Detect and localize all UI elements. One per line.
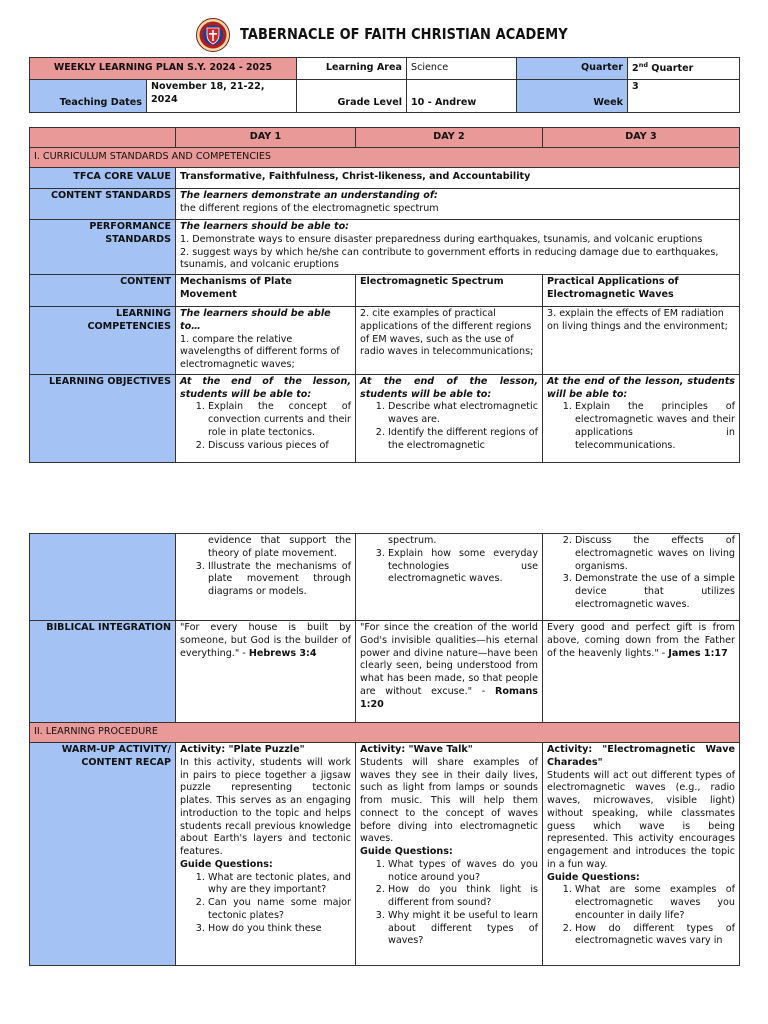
guide-question: 1. What are some examples of electromagnetic waves you encounter in daily life? — [575, 884, 735, 922]
guide-question: 1. What are tectonic plates, and why are they important? — [208, 872, 351, 898]
objective-item: 1. Explain the principles of electromagnetic waves and their applications in telecommunications. — [575, 401, 735, 452]
core-value-label: TFCA CORE VALUE — [30, 168, 176, 189]
objectives-label: LEARNING OBJECTIVES — [30, 374, 176, 462]
objective-item: 1. Explain the concept of convection currents and their role in plate tectonics. — [208, 401, 351, 439]
content-standards-lead: The learners demonstrate an understanding of: — [180, 190, 438, 201]
objective-item: 2. Discuss various pieces of — [208, 440, 351, 453]
biblical-day3: Every good and perfect gift is from above, coming down from the Father of the heavenly lights." - James 1:17 — [543, 621, 740, 723]
week-label: Week — [517, 80, 628, 113]
objectives-day3: At the end of the lesson, students will be able to: 1. Explain the principles of electromagnetic waves and their applications in telecommunications. — [543, 374, 740, 462]
competencies-day3: 3. explain the effects of EM radiation on living things and the environment; — [543, 307, 740, 375]
day1-header: DAY 1 — [176, 128, 356, 148]
competencies-label: LEARNING COMPETENCIES — [30, 307, 176, 375]
objectives-day1: At the end of the lesson, students will be able to: 1. Explain the concept of convection currents and their role in plate tectonics. 2. Discuss various pieces of — [176, 374, 356, 462]
document-header — [0, 16, 768, 56]
warmup-day3-title: Activity: "Electromagnetic Wave Charades" — [547, 744, 735, 768]
content-day2: Electromagnetic Spectrum — [356, 275, 543, 307]
objectives-continued-label — [30, 534, 176, 621]
section-curriculum-standards: I. CURRICULUM STANDARDS AND COMPETENCIES — [30, 148, 740, 168]
guide-questions-label: Guide Questions: — [547, 871, 640, 883]
guide-questions-label: Guide Questions: — [360, 846, 453, 857]
guide-question: 2. How do you think light is different from sound? — [388, 884, 538, 910]
content-label: CONTENT — [30, 275, 176, 307]
performance-standards-lead: The learners should be able to: — [180, 221, 350, 232]
teaching-dates-label: Teaching Dates — [30, 80, 147, 113]
content-standards-label: CONTENT STANDARDS — [30, 189, 176, 220]
competencies-day1: The learners should be able to… 1. compare the relative wavelengths of different forms of electromagnetic waves; — [176, 307, 356, 375]
day2-header: DAY 2 — [356, 128, 543, 148]
plan-info-table — [29, 57, 740, 113]
day3-header: DAY 3 — [543, 128, 740, 148]
performance-standards-cell — [176, 220, 740, 275]
guide-question: 3. How do you think these — [208, 923, 351, 936]
grade-level-value: 10 - Andrew — [407, 80, 517, 113]
performance-standard-1: 1. Demonstrate ways to ensure disaster preparedness during earthquakes, tsunamis, and volcanic eruptions — [180, 233, 703, 245]
biblical-day2: "For since the creation of the world God's invisible qualities—his eternal power and divine nature—have been clearly seen, being understood from what has been made, so that people are without excuse." - Romans 1:20 — [356, 621, 543, 723]
day-header-row — [30, 128, 740, 148]
content-standards-cell — [176, 189, 740, 220]
plan-title: WEEKLY LEARNING PLAN S.Y. 2024 - 2025 — [30, 58, 297, 80]
guide-question: 1. What types of waves do you notice around you? — [388, 859, 538, 885]
warmup-day1-title: Activity: "Plate Puzzle" — [180, 744, 305, 755]
objectives-day3-continued — [543, 534, 740, 621]
teaching-dates-value: November 18, 21-22, 2024 — [147, 80, 297, 113]
curriculum-table-page2 — [29, 533, 740, 966]
learning-area-value: Science — [407, 58, 517, 80]
guide-question: 3. Why might it be useful to learn about different types of waves? — [388, 910, 538, 948]
warmup-day1 — [176, 743, 356, 966]
objective-item: 3. Illustrate the mechanisms of plate movement through diagrams or models. — [208, 561, 351, 599]
performance-standard-2: 2. suggest ways by which he/she can contribute to government efforts in reducing damage due to earthquakes, tsunamis, and volcanic eruptions — [180, 246, 719, 271]
guide-question: 2. How do different types of electromagnetic waves vary in — [575, 923, 735, 949]
content-day3: Practical Applications of Electromagnetic Waves — [543, 275, 740, 307]
school-name: TABERNACLE OF FAITH CHRISTIAN ACADEMY — [240, 25, 568, 43]
content-day1: Mechanisms of Plate Movement — [176, 275, 356, 307]
learning-area-label: Learning Area — [297, 58, 407, 80]
quarter-label: Quarter — [517, 58, 628, 80]
objectives-day2: At the end of the lesson, students will be able to: 1. Describe what electromagnetic waves are. 2. Identify the different regions of the electromagnetic — [356, 374, 543, 462]
warmup-day3 — [543, 743, 740, 966]
objective-item: 2. Identify the different regions of the electromagnetic — [388, 427, 538, 453]
performance-standards-label: PERFORMANCE STANDARDS — [30, 220, 176, 275]
quarter-value: 2nd Quarter — [628, 58, 740, 80]
curriculum-table-page1 — [29, 127, 740, 463]
warmup-day1-text: In this activity, students will work in pairs to piece together a jigsaw puzzle representing tectonic plates. This serves as an engaging introduction to the topic and helps students recall previous knowledge about Earth's layers and tectonic features. — [180, 756, 351, 857]
section-learning-procedure: II. LEARNING PROCEDURE — [30, 723, 740, 743]
guide-question: 2. Can you name some major tectonic plates? — [208, 897, 351, 923]
objective-item: 2. Discuss the effects of electromagnetic waves on living organisms. — [575, 535, 735, 573]
objective-item: 1. Describe what electromagnetic waves are. — [388, 401, 538, 427]
objective-item: 3. Demonstrate the use of a simple device that utilizes electromagnetic waves. — [575, 573, 735, 611]
warmup-day2 — [356, 743, 543, 966]
grade-level-label: Grade Level — [297, 80, 407, 113]
day-header-blank — [30, 128, 176, 148]
guide-questions-label: Guide Questions: — [180, 858, 273, 870]
warmup-label: WARM-UP ACTIVITY/ CONTENT RECAP — [30, 743, 176, 966]
week-value: 3 — [628, 80, 740, 113]
warmup-day2-text: Students will share examples of waves they see in their daily lives, such as light from lamps or sounds from music. This will help them connect to the concept of waves before diving into electromagnetic waves. — [360, 756, 538, 845]
content-standards-text: the different regions of the electromagnetic spectrum — [180, 202, 439, 214]
competencies-day2: 2. cite examples of practical applications of the different regions of EM waves, such as the use of radio waves in telecommunications; — [356, 307, 543, 375]
biblical-integration-label: BIBLICAL INTEGRATION — [30, 621, 176, 723]
school-logo — [196, 18, 230, 52]
warmup-day2-title: Activity: "Wave Talk" — [360, 744, 473, 755]
objective-item: 3. Explain how some everyday technologies use electromagnetic waves. — [388, 548, 538, 586]
objectives-day2-continued: spectrum. 3. Explain how some everyday technologies use electromagnetic waves. — [356, 534, 543, 621]
objectives-day1-continued: evidence that support the theory of plate movement. 3. Illustrate the mechanisms of plate movement through diagrams or models. — [176, 534, 356, 621]
warmup-day3-text: Students will act out different types of electromagnetic waves (e.g., radio waves, microwaves, visible light) without speaking, while classmates guess which wave is being represented. This activity encourages engagement and introduces the topic in a fun way. — [547, 769, 735, 870]
biblical-day1: "For every house is built by someone, but God is the builder of everything." - Hebrews 3:4 — [176, 621, 356, 723]
core-value-text: Transformative, Faithfulness, Christ-likeness, and Accountability — [176, 168, 740, 189]
